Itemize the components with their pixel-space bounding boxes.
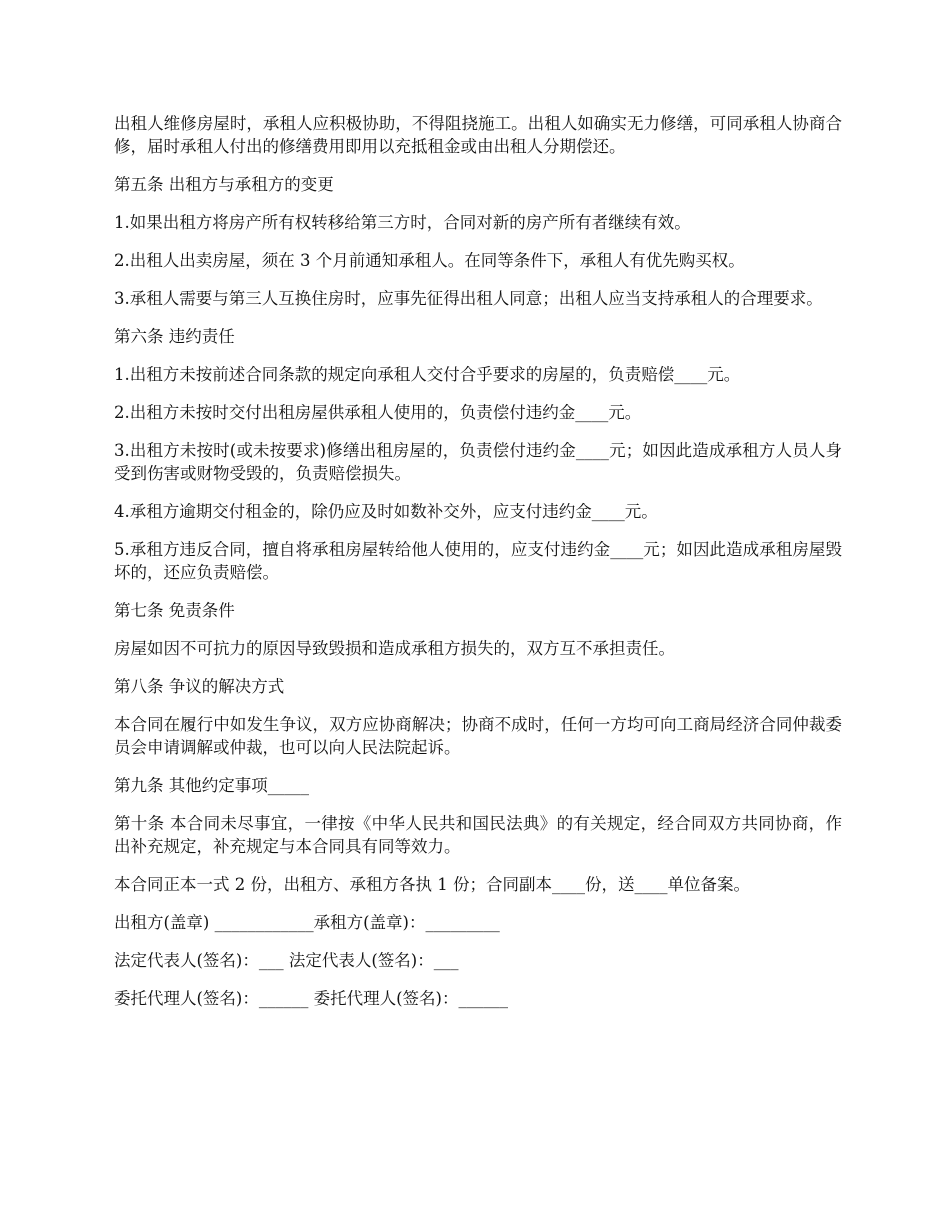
clause-10-body: 第十条 本合同未尽事宜，一律按《中华人民共和国民法典》的有关规定，经合同双方共同协商，作出补充规定，补充规定与本合同具有同等效力。 [114, 814, 842, 856]
heading-article-8: 第八条 争议的解决方式 [114, 677, 285, 696]
clause-6-5: 5.承租方违反合同，擅自将承租房屋转给他人使用的，应支付违约金____元；如因此造成承租房屋毁坏的，还应负责赔偿。 [114, 540, 842, 582]
clause-5-3: 3.承租人需要与第三人互换住房时，应事先征得出租人同意；出租人应当支持承租人的合理要求。 [114, 289, 823, 308]
clause-5-2: 2.出租人出卖房屋，须在 3 个月前通知承租人。在同等条件下，承租人有优先购买权。 [114, 251, 745, 270]
clause-7-body: 房屋如因不可抗力的原因导致毁损和造成承租方损失的，双方互不承担责任。 [114, 639, 675, 658]
heading-article-9: 第九条 其他约定事项_____ [114, 776, 309, 795]
heading-article-5: 第五条 出租方与承租方的变更 [114, 175, 334, 194]
clause-5-1: 1.如果出租方将房产所有权转移给第三方时，合同对新的房产所有者继续有效。 [114, 213, 691, 232]
clause-6-4: 4.承租方逾期交付租金的，除仍应及时如数补交外，应支付违约金____元。 [114, 502, 658, 521]
clause-6-3: 3.出租方未按时(或未按要求)修缮出租房屋的，负责偿付违约金____元；如因此造成承租方人员人身受到伤害或财物受毁的，负责赔偿损失。 [114, 441, 842, 483]
document-page [114, 112, 842, 1025]
heading-article-6: 第六条 违约责任 [114, 327, 235, 346]
signature-legal-rep-line: 法定代表人(签名)：___ 法定代表人(签名)：___ [114, 951, 459, 970]
clause-6-2: 2.出租方未按时交付出租房屋供承租人使用的，负责偿付违约金____元。 [114, 403, 642, 422]
clause-8-body: 本合同在履行中如发生争议，双方应协商解决；协商不成时，任何一方均可向工商局经济合同仲裁委员会申请调解或仲裁，也可以向人民法院起诉。 [114, 715, 842, 757]
paragraph-repair-cooperation: 出租人维修房屋时，承租人应积极协助，不得阻挠施工。出租人如确实无力修缮，可同承租人协商合修，届时承租人付出的修缮费用即用以充抵租金或由出租人分期偿还。 [114, 114, 842, 156]
clause-6-1: 1.出租方未按前述合同条款的规定向承租人交付合乎要求的房屋的，负责赔偿____元。 [114, 365, 741, 384]
signature-seal-line: 出租方(盖章) ____________承租方(盖章)：_________ [114, 913, 500, 932]
signature-agent-line: 委托代理人(签名)：______ 委托代理人(签名)：______ [114, 989, 508, 1008]
heading-article-7: 第七条 免责条件 [114, 601, 235, 620]
copies-clause: 本合同正本一式 2 份，出租方、承租方各执 1 份；合同副本____份，送____单位备案。 [114, 875, 750, 894]
